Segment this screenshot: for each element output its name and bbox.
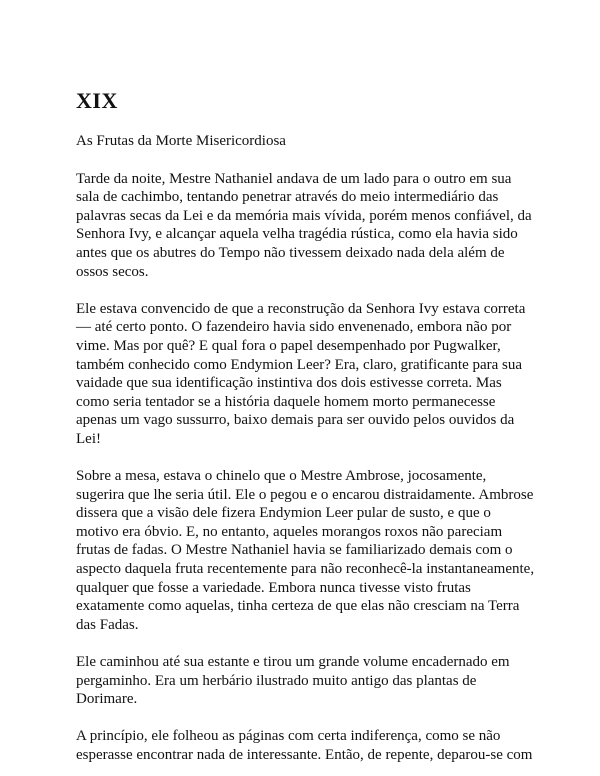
- chapter-title: As Frutas da Morte Misericordiosa: [76, 133, 286, 149]
- book-page: [76, 86, 536, 765]
- paragraph: A princípio, ele folheou as páginas com certa indiferença, como se não esperasse encontrar nada de interessante. Então, de repente, deparou-se com: [76, 728, 533, 763]
- paragraph: Sobre a mesa, estava o chinelo que o Mestre Ambrose, jocosamente, sugerira que lhe seria útil. Ele o pegou e o encarou distraidamente. Ambrose dissera que a visão dele fizera Endymion Leer pular de susto, e que o motivo era óbvio. E, no entanto, aqueles morangos roxos não pareciam frutas de fadas. O Mestre Nathaniel havia se familiarizado demais com o aspecto daquela fruta recentemente para não reconhecê-la instantaneamente, qualquer que fosse a variedade. Embora nunca tivesse visto frutas exatamente como aquelas, tinha certeza de que elas não cresciam na Terra das Fadas.: [76, 468, 535, 633]
- paragraph: Ele caminhou até sua estante e tirou um grande volume encadernado em pergaminho. Era um herbário ilustrado muito antigo das plantas de Dorimare.: [76, 654, 510, 708]
- paragraph: Ele estava convencido de que a reconstrução da Senhora Ivy estava correta — até certo ponto. O fazendeiro havia sido envenenado, embora não por vime. Mas por quê? E qual fora o papel desempenhado por Pugwalker, também conhecido como Endymion Leer? Era, claro, gratificante para sua vaidade que sua identificação instintiva dos dois estivesse correta. Mas como seria tentador se a história daquele homem morto permanecesse apenas um vago sussurro, baixo demais para ser ouvido pelos ouvidos da Lei!: [76, 300, 526, 447]
- chapter-number: XIX: [76, 88, 118, 113]
- paragraph: Tarde da noite, Mestre Nathaniel andava de um lado para o outro em sua sala de cachimbo, tentando penetrar através do meio intermediário das palavras secas da Lei e da memória mais vívida, porém menos confiável, da Senhora Ivy, e alcançar aquela velha tragédia rústica, como ela havia sido antes que os abutres do Tempo não tivessem deixado nada dela além de ossos secos.: [76, 170, 532, 280]
